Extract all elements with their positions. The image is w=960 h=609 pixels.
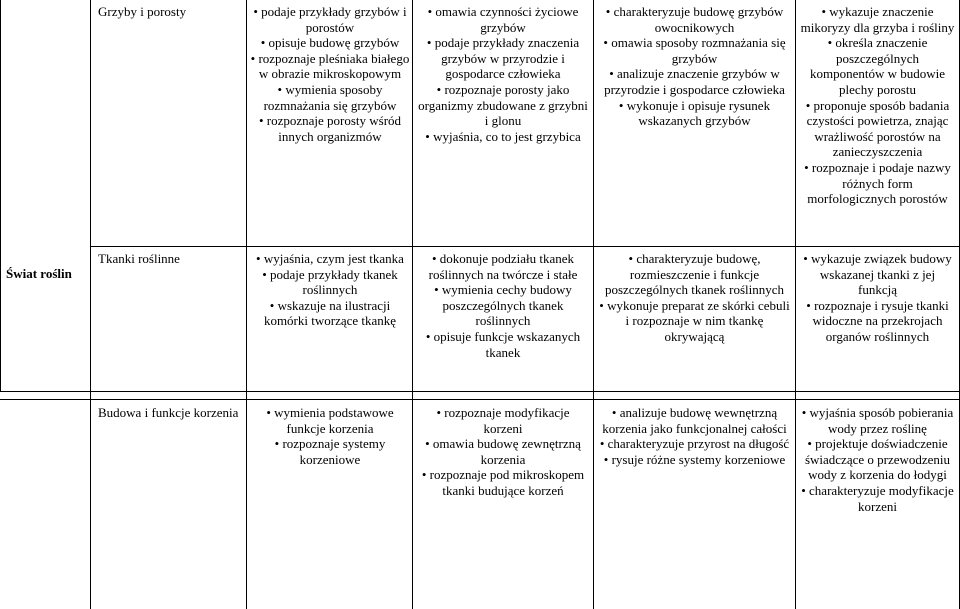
list-item: • opisuje funkcje wskazanych tkanek [425, 328, 581, 360]
requirements-col3 [597, 405, 792, 467]
bullet-icon: • [807, 436, 816, 452]
list-item: • wymienia cechy budowy poszczególnych tkanek roślinnych [434, 282, 572, 329]
topic-label: Budowa i funkcje korzenia [98, 405, 239, 420]
list-item: • podaje przykłady znaczenia grzybów w przyrodzie i gospodarce człowieka [426, 35, 580, 82]
bullet-icon: • [803, 251, 812, 266]
bullet-icon: • [421, 467, 430, 483]
bullet-icon: • [256, 251, 264, 266]
topic-label: Tkanki roślinne [98, 251, 180, 266]
bullet-icon: • [274, 436, 283, 452]
bullet-icon: • [427, 4, 436, 19]
topic-label: Grzyby i porosty [98, 4, 187, 19]
bullet-icon: • [618, 97, 627, 113]
bullet-icon: • [804, 159, 812, 175]
bullet-icon: • [599, 297, 608, 313]
section-label: Świat roślin [6, 266, 72, 281]
bullet-icon: • [801, 405, 810, 420]
requirements-col2 [416, 405, 590, 499]
list-item: • omawia sposoby rozmnażania się grzybów [603, 35, 786, 66]
bullet-icon: • [801, 482, 810, 498]
bullet-icon: • [827, 35, 836, 51]
grid-line-h-mid-a [0, 391, 960, 392]
bullet-icon: • [628, 251, 637, 266]
topic-cell [98, 251, 242, 267]
bullet-icon: • [425, 436, 433, 452]
requirements-col4 [799, 4, 956, 207]
bullet-icon: • [260, 35, 269, 51]
list-item: • rozpoznaje modyfikacje korzeni [436, 405, 570, 436]
list-item: • wymienia podstawowe funkcje korzenia [266, 405, 394, 436]
bullet-icon: • [434, 282, 442, 298]
grid-line-h-row1 [90, 246, 960, 247]
bullet-icon: • [266, 405, 275, 420]
bullet-icon: • [425, 128, 434, 144]
bullet-icon: • [426, 35, 435, 51]
requirements-col1 [250, 405, 410, 467]
list-item: • wykonuje i opisuje rysunek wskazanych grzybów [618, 97, 771, 129]
list-item: • wyjaśnia sposób pobierania wody przez roślinę [801, 405, 954, 436]
bullet-icon: • [821, 4, 830, 19]
bullet-icon: • [436, 81, 445, 97]
bullet-icon: • [609, 66, 618, 82]
grid-line-v3 [412, 0, 413, 609]
bullet-icon: • [805, 97, 814, 113]
requirements-col4 [799, 251, 956, 345]
list-item: • charakteryzuje budowę, rozmieszczenie i funkcje poszczególnych tkanek roślinnych [604, 251, 785, 298]
bullet-icon: • [431, 251, 440, 266]
list-item: • projektuje doświadczenie świadczące o przewodzeniu wody z korzenia do łodygi [804, 436, 951, 483]
bullet-icon: • [436, 405, 445, 420]
grid-line-v4 [593, 0, 594, 609]
list-item: • wskazuje na ilustracji komórki tworzące tkankę [263, 297, 397, 329]
requirements-col3 [597, 251, 792, 345]
list-item: • wykonuje preparat ze skórki cebuli i rozpoznaje w nim tkankę okrywającą [599, 297, 790, 344]
requirements-col1 [250, 4, 410, 144]
list-item: • omawia budowę zewnętrzną korzenia [425, 436, 581, 467]
bullet-icon: • [262, 266, 270, 282]
list-item: • wykazuje znaczenie mikoryzy dla grzyba i rośliny [800, 4, 955, 35]
list-item: • podaje przykłady grzybów i porostów [253, 4, 407, 35]
grid-line-h-mid-b [0, 399, 960, 400]
bullet-icon: • [603, 35, 612, 51]
topic-cell [98, 405, 242, 421]
list-item: • charakteryzuje przyrost na długość [599, 436, 790, 452]
requirements-col1 [250, 251, 410, 329]
list-item: • wykazuje związek budowy wskazanej tkanki z jej funkcją [803, 251, 952, 298]
list-item: • rozpoznaje porosty jako organizmy zbudowane z grzybni i glonu [418, 81, 588, 129]
grid-line-v1 [90, 0, 91, 609]
grid-line-v2 [246, 0, 247, 609]
bullet-icon: • [250, 50, 259, 66]
list-item: • dokonuje podziału tkanek roślinnych na twórcze i stałe [428, 251, 578, 282]
requirements-col2 [416, 251, 590, 360]
list-item: • rysuje różne systemy korzeniowe [603, 451, 786, 467]
bullet-icon: • [806, 297, 815, 313]
list-item: • podaje przykłady tkanek roślinnych [262, 266, 398, 298]
bullet-icon: • [253, 4, 262, 19]
list-item: • rozpoznaje pleśniaka białego w obrazie mikroskopowym [250, 50, 410, 82]
list-item: • wyjaśnia, czym jest tkanka [256, 251, 404, 266]
bullet-icon: • [599, 436, 608, 452]
grid-line-left [0, 0, 1, 391]
topic-cell [98, 4, 242, 20]
requirements-col3 [597, 4, 792, 129]
bullet-icon: • [611, 405, 620, 420]
list-item: • wymienia sposoby rozmnażania się grzybów [263, 81, 397, 113]
bullet-icon: • [269, 297, 278, 313]
list-item: • omawia czynności życiowe grzybów [427, 4, 579, 35]
list-item: • charakteryzuje modyfikacje korzeni [801, 482, 954, 514]
list-item: • analizuje budowę wewnętrzną korzenia jako funkcjonalnej całości [602, 405, 787, 436]
requirements-col4 [799, 405, 956, 514]
list-item: • rozpoznaje i podaje nazwy różnych form morfologicznych porostów [804, 159, 951, 207]
bullet-icon: • [277, 81, 286, 97]
grid-line-v5 [795, 0, 796, 609]
list-item: • opisuje budowę grzybów [260, 35, 400, 51]
list-item: • rozpoznaje porosty wśród innych organizmów [258, 113, 402, 144]
bullet-icon: • [425, 328, 434, 344]
list-item: • rozpoznaje pod mikroskopem tkanki budujące korzeń [421, 467, 585, 498]
list-item: • wyjaśnia, co to jest grzybica [425, 128, 581, 144]
list-item: • rozpoznaje systemy korzeniowe [274, 436, 386, 467]
bullet-icon: • [605, 4, 614, 19]
bullet-icon: • [258, 113, 267, 129]
list-item: • charakteryzuje budowę grzybów owocnikowych [605, 4, 784, 35]
list-item: • określa znaczenie poszczególnych komponentów w budowie plechy porostu [809, 35, 946, 97]
list-item: • rozpoznaje i rysuje tkanki widoczne na przekrojach organów roślinnych [806, 297, 949, 344]
list-item: • proponuje sposób badania czystości powietrza, znając wrażliwość porostów na zanieczyszczenia [805, 97, 950, 160]
requirements-col2 [416, 4, 590, 144]
bullet-icon: • [603, 451, 612, 467]
list-item: • analizuje znaczenie grzybów w przyrodzie i gospodarce człowieka [604, 66, 785, 97]
